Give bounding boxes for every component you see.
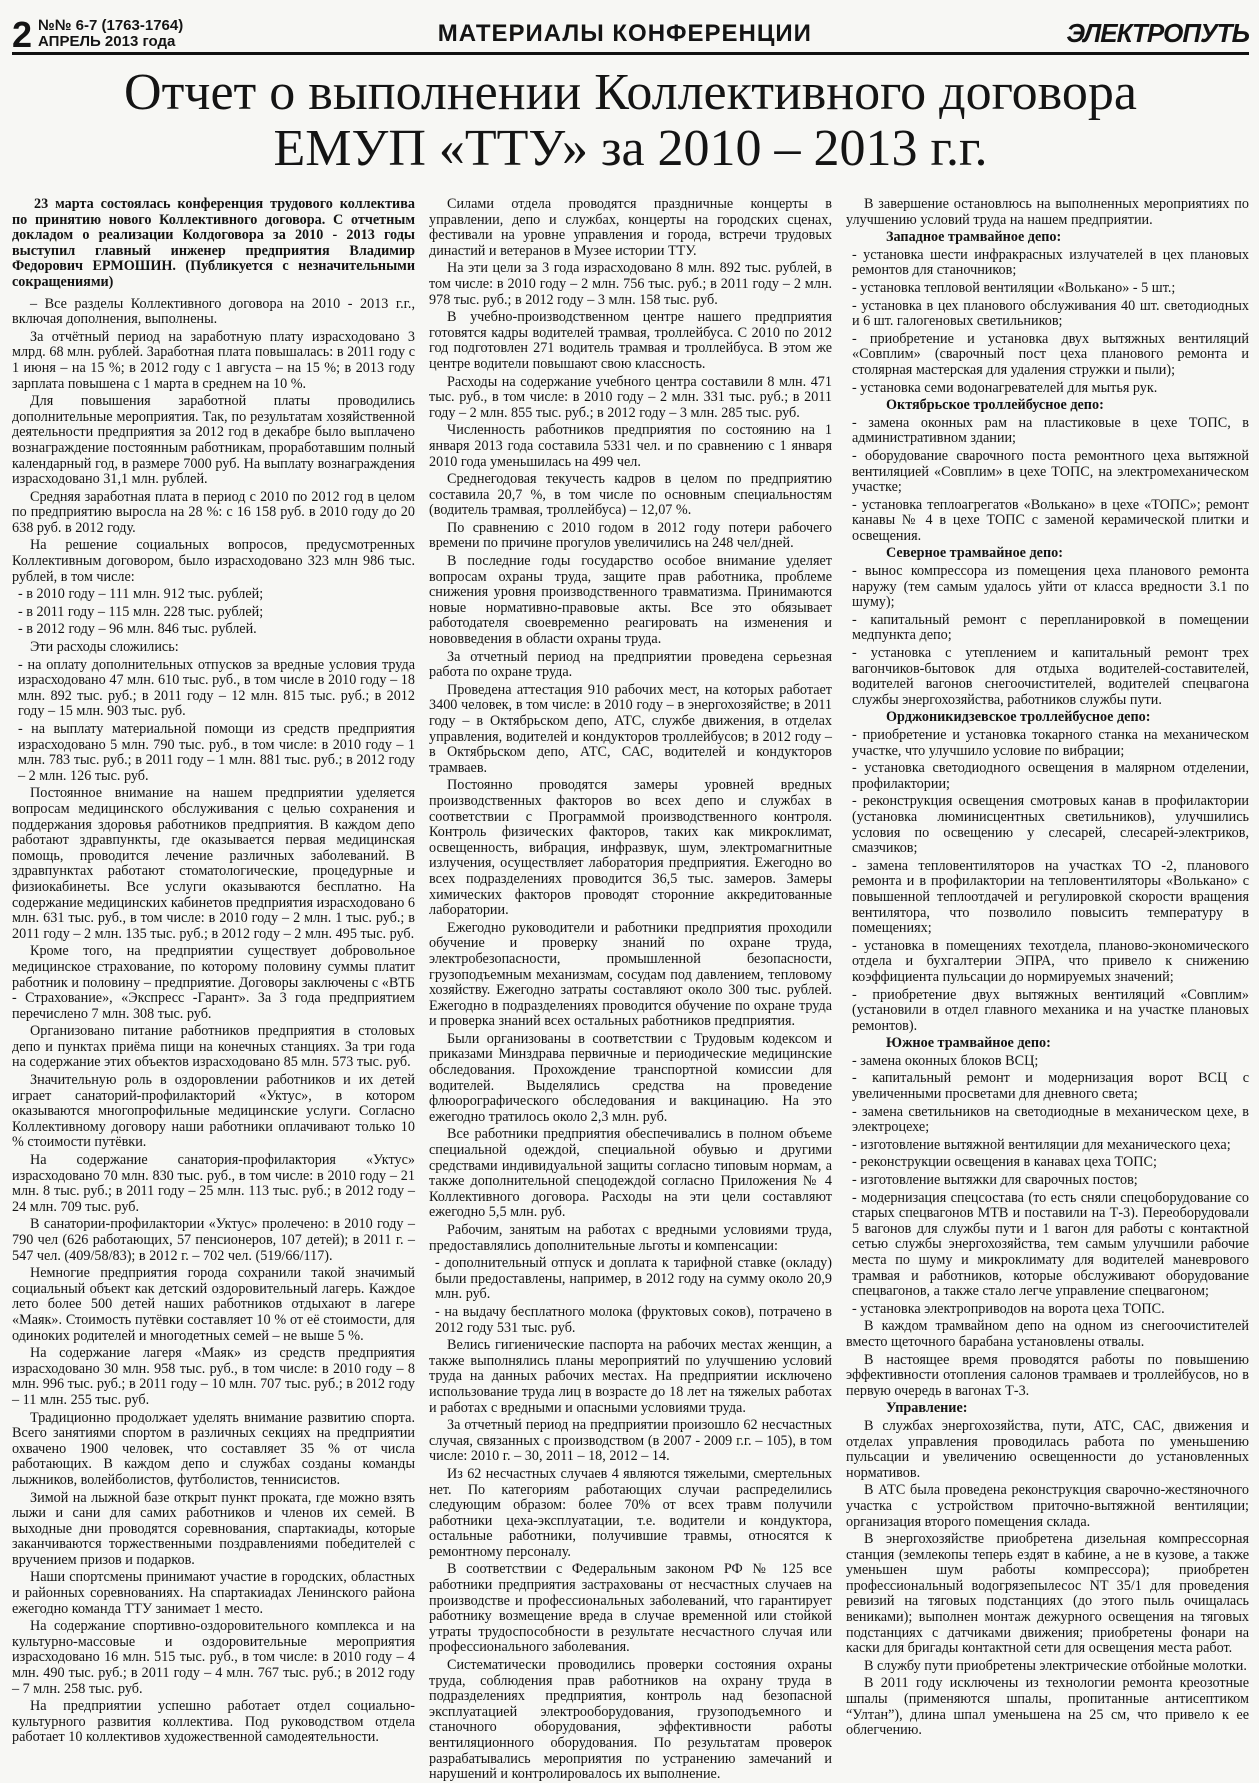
column-3: [846, 197, 1249, 1757]
paragraph: - приобретение двух вытяжных вентиляций «Совплим» (установили в отдел главного механика и на участке плановых ремонтов).: [852, 986, 1249, 1034]
paragraph: - на выдачу бесплатного молока (фруктовых соков), потрачено в 2012 году 531 тыс. руб.: [435, 1303, 832, 1336]
paragraph: - модернизация спецсостава (то есть сняли спецоборудование со старых спецвагонов МТВ и поставили на Т-3). Переоборудовали 5 вагонов для службы пути и 1 вагон для работы с контактной сетью службы энергохозяйства, тем самым улучшили рабочие места по шуму и микроклимату для водителей маневрового трамвая и работников, которые обслуживают оборудование спецвагонов, а также стало легче управление спецвагоном;: [852, 1189, 1249, 1300]
paragraph: - реконструкция освещения смотровых канав в профилактории (установка люминисцентных светильников), улучшились условия по освещению у слесарей, слесарей-электриков, смазчиков;: [852, 793, 1249, 857]
paragraph: Немногие предприятия города сохранили такой значимый социальный объект как детский оздоровительный лагерь. Каждое лето более 500 детей наших работников отдыхают в лагере «Маяк». Стоимость путёвки составляет 10 % от её стоимости, для одиноких родителей и многодетных семей – не выше 5 %.: [12, 1265, 415, 1344]
issue-date: АПРЕЛЬ 2013 года: [38, 33, 176, 50]
issue-info: [12, 14, 184, 55]
paragraph: - установка в помещениях техотдела, планово-экономического отдела и бухгалтерии ЭПРА, что привело к снижению коэффициента пульсации до нормируемых значений;: [852, 937, 1249, 985]
paragraph: По сравнению с 2010 годом в 2012 году потери рабочего времени по причине прогулов увеличились на 248 чел/дней.: [429, 519, 832, 552]
paragraph: - в 2010 году – 111 млн. 912 тыс. рублей;: [18, 586, 264, 603]
article-headline: [12, 65, 1249, 177]
paragraph: - реконструкции освещения в канавах цеха ТОПС;: [852, 1154, 1157, 1171]
article-columns: [12, 185, 1249, 1783]
paragraph: Постоянно проводятся замеры уровней вредных производственных факторов во всех депо и службах в соответствии с Программой производственного контроля. Контроль физических факторов, таких как микроклимат, освещенность, вибрация, инфразвук, шум, электромагнитные излучения, осуществляет лаборатория предприятия. Ежегодно во всех подразделениях проводится 36,5 тыс. замеров. Замеры химических факторов проводят сторонние аккредитованные лаборатории.: [429, 777, 832, 919]
paragraph: На содержание лагеря «Маяк» из средств предприятия израсходовано 30 млн. 958 тыс. руб., в том числе: в 2010 году – 8 млн. 996 тыс. руб.; в 2011 году – 10 млн. 707 тыс. руб.; в 2012 году – 11 млн. 255 тыс. руб.: [12, 1345, 415, 1408]
paragraph: В завершение остановлюсь на выполненных мероприятиях по улучшению условий труда на нашем предприятии.: [846, 196, 1249, 228]
paragraph: Численность работников предприятия по состоянию на 1 января 2013 года составила 5331 чел. и по сравнению с 1 января 2010 года уменьшилась на 499 чел.: [429, 422, 832, 470]
paragraph: - замена светильников на светодиодные в механическом цехе, в электроцехе;: [852, 1103, 1249, 1136]
column-1: [12, 197, 415, 1757]
paragraph: - замена тепловентиляторов на участках ТО -2, планового ремонта и в профилактории на тепловентиляторы «Волькано» с повышенной теплоотдачей и регулировкой скорости вращения вентилятора, что позволило повысить температуру в помещениях;: [852, 857, 1249, 937]
paragraph: На эти цели за 3 года израсходовано 8 млн. 892 тыс. рублей, в том числе: в 2010 году – 2 млн. 756 тыс. руб.; в 2011 году – 2 млн. 978 тыс. руб.; в 2012 году – 3 млн. 158 тыс. руб.: [429, 260, 832, 308]
paragraph: В энергохозяйстве приобретена дизельная компрессорная станция (землекопы теперь ездят в кабине, а не в кузове, а также уменьшен шум работы компрессора); приобретен профессиональный водогрязепылесос NT 35/1 для проведения ревизий на тяговых подстанциях (до этого пыль очищалась вениками); выполнен монтаж дежурного освещения на тяговых подстанциях с датчиками движения; приобретены фонари на каски для бригады контактной сети для освещения места работ.: [846, 1531, 1249, 1657]
paragraph: - оборудование сварочного поста ремонтного цеха вытяжной вентиляцией «Совплим» в цехе ТОПС, на электромеханическом участке;: [852, 447, 1249, 496]
paragraph: - установка семи водонагревателей для мытья рук.: [852, 379, 1158, 396]
paragraph: Ежегодно руководители и работники предприятия проходили обучение и проверку знаний по охране труда, электробезопасности, промышленной безопасности, грузоподъемным механизмам, сосудам под давлением, тепловому хозяйству. Ежегодно затраты составляют около 300 тыс. рублей. Ежегодно в подразделениях проводится обучение по охране труда и проверка знаний всех остальных работников предприятия.: [429, 919, 832, 1030]
paragraph: За отчетный период на предприятии произошло 62 несчастных случая, связанных с производством (в 2007 - 2009 г.г. – 105), в том числе: 2010 г. – 30, 2011 – 18, 2012 – 14.: [429, 1417, 832, 1465]
paragraph: 23 марта состоялась конференция трудового коллектива по принятию нового Коллективного договора. С отчетным докладом о реализации Колдоговора за 2010 - 2013 годы выступил главный инженер предприятия Владимир Федорович ЕРМОШИН. (Публикуется с незначительными сокращениями): [12, 196, 415, 290]
paragraph: В каждом трамвайном депо на одном из снегоочистителей вместо щеточного барабана установлены отвалы.: [846, 1318, 1249, 1350]
paragraph: Зимой на лыжной базе открыт пункт проката, где можно взять лыжи и сани для самих работников и членов их семей. В выходные дни проводятся соревнования, спартакиады, которые заканчиваются торжественными поздравлениями победителей с вручением призов и подарков.: [12, 1489, 415, 1568]
paragraph: - капитальный ремонт с перепланировкой в помещении медпункта депо;: [852, 611, 1249, 644]
paragraph: Все работники предприятия обеспечивались в полном объеме специальной одеждой, специальной обувью и другими средствами индивидуальной защиты согласно типовым нормам, а также дополнительной спецодеждой согласно Приложения № 4 Коллективного договора. Расходы на эти цели составляют ежегодно 5,5 млн. руб.: [429, 1126, 832, 1221]
paragraph: - установка электроприводов на ворота цеха ТОПС.: [852, 1300, 1165, 1317]
paragraph: За отчётный период на заработную плату израсходовано 3 млрд. 68 млн. рублей. Заработная плата повышалась: в 2011 году с 1 июня – на 15 %; в 2012 году с 1 августа – на 15 %; в 2013 году зарплата повышена с 1 марта в среднем на 10 %.: [12, 328, 415, 392]
paragraph: Были организованы в соответствии с Трудовым кодексом и приказами Минздрава первичные и периодические медицинские обследования. Прохождение транспортной комиссии для водителей. Выделялись средства на проведение флюорографического обследования и вакцинацию. На это ежегодно тратилось около 2,3 млн. руб.: [429, 1030, 832, 1125]
issue-number: №№ 6-7 (1763-1764): [38, 17, 184, 34]
paragraph: Северное трамвайное депо:: [886, 545, 1063, 562]
paragraph: - изготовление вытяжной вентиляции для механического цеха;: [852, 1136, 1231, 1153]
paragraph: - в 2012 году – 96 млн. 846 тыс. рублей.: [18, 621, 257, 638]
paragraph: - в 2011 году – 115 млн. 228 тыс. рублей;: [18, 603, 264, 620]
paragraph: В последние годы государство особое внимание уделяет вопросам охраны труда, защите прав работника, проблеме снижения уровня производственного травматизма. Принимаются новые нормативно-правовые акты. Все это обязывает работодателя своевременно реагировать на изменения и нововведения в области охраны труда.: [429, 553, 832, 648]
paragraph: Эти расходы сложились:: [30, 639, 179, 656]
paragraph: Для повышения заработной платы проводились дополнительные мероприятия. Так, по результатам хозяйственной деятельности предприятия за 2012 год в декабре было выплачено вознаграждение постоянным работникам, проработавшим полный календарный год, в размере 7000 руб. На выплату вознаграждения израсходовано 31,1 млн. рублей.: [12, 393, 415, 488]
paragraph: В санатории-профилактории «Уктус» пролечено: в 2010 году – 790 чел (626 работающих, 57 пенсионеров, 107 детей); в 2011 г. – 547 чел. (409/58/83); в 2012 г. – 702 чел. (519/66/117).: [12, 1216, 415, 1264]
paragraph: - приобретение и установка двух вытяжных вентиляций «Совплим» (сварочный пост цеха планового ремонта и столярная мастерская для удаления стружки и пыли);: [852, 330, 1249, 378]
paragraph: В настоящее время проводятся работы по повышению эффективности отопления салонов трамваев и троллейбусов, но в первую очередь в вагонах Т-3.: [846, 1351, 1249, 1399]
paragraph: - установка тепловой вентиляции «Волькано» - 5 шт.;: [852, 279, 1176, 296]
paragraph: Средняя заработная плата в период с 2010 по 2012 год в целом по предприятию выросла на 28 %: с 16 158 руб. в 2010 году до 20 638 руб. в 2012 году.: [12, 488, 415, 536]
paragraph: В службу пути приобретены электрические отбойные молотки.: [864, 1657, 1247, 1674]
paragraph: Наши спортсмены принимают участие в городских, областных и районных соревнованиях. На спартакиадах Ленинского района ежегодно команда ТТУ занимает 1 место.: [12, 1569, 415, 1617]
headline-line-2: ЕМУП «ТТУ» за 2010 – 2013 г.г.: [273, 120, 988, 177]
page-number: 2: [12, 14, 33, 55]
paragraph: Южное трамвайное депо:: [886, 1035, 1051, 1052]
paragraph: Октябрьское троллейбусное депо:: [886, 397, 1104, 414]
masthead: [12, 8, 1249, 55]
paragraph: - капитальный ремонт и модернизация ворот ВСЦ с увеличенными просветами для дневного света;: [852, 1070, 1249, 1103]
paragraph: Кроме того, на предприятии существует добровольное медицинское страхование, по которому половину суммы платит работник и половину – предприятие. Договоры заключены с «ВТБ - Страхование», «Экспресс -Гарант». За 3 года предприятием перечислено 7 млн. 308 тыс. руб.: [12, 943, 415, 1022]
paragraph: - замена оконных блоков ВСЦ;: [852, 1052, 1039, 1069]
paragraph: - замена оконных рам на пластиковые в цехе ТОПС, в административном здании;: [852, 414, 1249, 447]
paragraph: - установка теплоагрегатов «Волькано» в цехе «ТОПС»; ремонт канавы № 4 в цехе ТОПС с заменой керамической плитки и освещения.: [852, 496, 1249, 544]
paragraph: - на оплату дополнительных отпусков за вредные условия труда израсходовано 47 млн. 610 тыс. руб., в том числе в 2010 году – 18 млн. 892 тыс. руб.; в 2011 году – 12 млн. 815 тыс. руб.; в 2012 году – 15 млн. 903 тыс. руб.: [18, 656, 415, 720]
paragraph: В 2011 году исключены из технологии ремонта креозотные шпалы (применяются шпалы, пропитанные антисептиком “Ултан”), длина шпал уменьшена на 25 см, что привело к ее облегчению.: [846, 1675, 1249, 1739]
paragraph: В службах энергохозяйства, пути, АТС, САС, движения и отделах управления проводилась работа по уменьшению пульсации и увеличению освещенности до установленных нормативов.: [846, 1417, 1249, 1481]
paragraph: На предприятии успешно работает отдел социально-культурного развития коллектива. Под руководством отдела работает 10 коллективов художественной самодеятельности.: [12, 1698, 415, 1746]
paragraph: Проведена аттестация 910 рабочих мест, на которых работает 3400 человек, в том числе: в 2010 году – в энергохозяйстве; в 2011 году – в Октябрьском депо, АТС, службе движения, в отделах управления, водителей и кондукторов троллейбусов; в 2012 году – в Октябрьском депо, АТС, САС, водителей и кондукторов трамваев.: [429, 681, 832, 776]
paragraph: - дополнительный отпуск и доплата к тарифной ставке (окладу) были предоставлены, например, в 2012 году на сумму около 20,9 млн. руб.: [435, 1255, 832, 1303]
paragraph: В АТС была проведена реконструкция сварочно-жестяночного участка с устройством приточно-вытяжной вентиляции; организация второго помещения склада.: [846, 1482, 1249, 1530]
section-title: МАТЕРИАЛЫ КОНФЕРЕНЦИИ: [437, 20, 812, 47]
paragraph: - установка шести инфракрасных излучателей в цех плановых ремонтов для станочников;: [852, 246, 1249, 279]
paragraph: – Все разделы Коллективного договора на 2010 - 2013 г.г., включая дополнения, выполнены.: [12, 295, 415, 328]
column-2: [429, 196, 832, 1783]
paragraph: Управление:: [886, 1400, 968, 1417]
paragraph: - установка с утеплением и капитальный ремонт трех вагончиков-бытовок для отдыха водителей-составителей, водителей вагонов снегоочистителей, водителей спецвагона службы энергохозяйства, работников службы пути.: [852, 645, 1249, 708]
paragraph: - изготовление вытяжки для сварочных постов;: [852, 1172, 1138, 1189]
paragraph: Постоянное внимание на нашем предприятии уделяется вопросам медицинского обслуживания с целью сохранения и поддержания здоровья работников предприятия. В каждом депо работают здравпункты, где оказывается первая медицинская помощь, проводится лечение различных заболеваний. В здравпунктах работают стоматологические, процедурные и физиокабинеты. Все услуги оказываются бесплатно. На содержание медицинских кабинетов предприятия израсходовано 6 млн. 631 тыс. руб., в том числе: в 2010 году – 2 млн. 1 тыс. руб.; в 2011 году – 2 млн. 135 тыс. руб.; в 2012 году – 2 млн. 495 тыс. руб.: [12, 785, 415, 942]
paragraph: Силами отдела проводятся праздничные концерты в управлении, депо и службах, концерты на городских сценах, фестивали на уровне управления и города, встречи трудовых династий и ветеранов в Музее истории ТТУ.: [429, 196, 832, 259]
paragraph: Среднегодовая текучесть кадров в целом по предприятию составила 20,7 %, в том числе по основным специальностям (водитель трамвая, троллейбуса) – 12,07 %.: [429, 471, 832, 519]
paragraph: - вынос компрессора из помещения цеха планового ремонта наружу (тем самым удалось уйти от класса вредности 3.1 по шуму);: [852, 563, 1249, 611]
paragraph: На содержание спортивно-оздоровительного комплекса и на культурно-массовые и оздоровительные мероприятия израсходовано 16 млн. 515 тыс. руб., в том числе: в 2010 году – 4 млн. 490 тыс. руб.; в 2011 году – 4 млн. 767 тыс. руб.; в 2012 году – 7 млн. 258 тыс. руб.: [12, 1618, 415, 1697]
paragraph: - установка светодиодного освещения в малярном отделении, профилактории;: [852, 760, 1249, 792]
paragraph: - приобретение и установка токарного станка на механическом участке, что улучшило условие по вибрации;: [852, 727, 1249, 759]
paragraph: В соответствии с Федеральным законом РФ № 125 все работники предприятия застрахованы от несчастных случаев на производстве и профессиональных заболеваний, что гарантирует работнику возмещение вреда в случае временной или стойкой утраты трудоспособности в результате несчастного случая или профессионального заболевания.: [429, 1561, 832, 1656]
paragraph: Западное трамвайное депо:: [886, 229, 1062, 246]
paragraph: - установка в цех планового обслуживания 40 шт. светодиодных и 6 шт. галогеновых светильников;: [852, 297, 1249, 330]
paragraph: Велись гигиенические паспорта на рабочих местах женщин, а также выполнялись планы мероприятий по улучшению условий труда на данных рабочих местах. На предприятии исключено использование труда лиц в возрасте до 18 лет на тяжелых работах и работах с вредными и опасными условиями труда.: [429, 1337, 832, 1416]
paragraph: - на выплату материальной помощи из средств предприятия израсходовано 5 млн. 790 тыс. руб., в том числе: в 2010 году – 1 млн. 783 тыс. руб.; в 2011 году – 1 млн. 881 тыс. руб.; в 2012 году – 2 млн. 126 тыс. руб.: [18, 721, 415, 784]
paragraph: Организовано питание работников предприятия в столовых депо и пунктах приёма пищи на конечных станциях. За три года на содержание этих объектов израсходовано 85 млн. 573 тыс. руб.: [12, 1023, 415, 1071]
paragraph: Расходы на содержание учебного центра составили 8 млн. 471 тыс. руб., в том числе: в 2010 году – 2 млн. 331 тыс. руб.; в 2011 году – 2 млн. 855 тыс. руб.; в 2012 году – 3 млн. 285 тыс. руб.: [429, 373, 832, 421]
paragraph: Традиционно продолжает уделять внимание развитию спорта. Всего занятиями спортом в различных секциях на предприятии охвачено 1900 человек, что составляет 35 % от числа работающих. В каждом депо и службах созданы команды лыжников, волейболистов, футболистов, теннисистов.: [12, 1409, 415, 1488]
paragraph: Рабочим, занятым на работах с вредными условиями труда, предоставлялись дополнительные льготы и компенсации:: [429, 1222, 832, 1254]
paragraph: На решение социальных вопросов, предусмотренных Коллективным договором, было израсходовано 323 млн 986 тыс. рублей, в том числе:: [12, 537, 415, 585]
paragraph: Из 62 несчастных случаев 4 являются тяжелыми, смертельных нет. По категориям работающих случаи распределились следующим образом: более 70% от всех травм получили работники цеха-эксплуатации, т.е. водители и кондуктора, остальные работники, получившие травмы, относятся к ремонтному персоналу.: [429, 1465, 832, 1560]
paragraph: Орджоникидзевское троллейбусное депо:: [886, 709, 1151, 726]
paragraph: В учебно-производственном центре нашего предприятия готовятся кадры водителей трамвая, троллейбуса. С 2010 по 2012 год подготовлен 271 водитель трамвая и троллейбуса. В этом же центре водители повышают свою классность.: [429, 309, 832, 372]
paragraph: Систематически проводились проверки состояния охраны труда, соблюдения прав работников на охрану труда в подразделениях предприятия, контроль над безопасной эксплуатацией электрооборудования, грузоподъемного и станочного оборудования, эффективности работы вентиляционного оборудования. По результатам проверок разрабатывались мероприятия по устранению замечаний и нарушений и контролировалось их выполнение.: [429, 1657, 832, 1783]
paragraph: На содержание санатория-профилактория «Уктус» израсходовано 70 млн. 830 тыс. руб., в том числе: в 2010 году – 21 млн. 8 тыс. руб.; в 2011 году – 25 млн. 113 тыс. руб.; в 2012 году – 24 млн. 709 тыс. руб.: [12, 1152, 415, 1215]
paragraph: За отчетный период на предприятии проведена серьезная работа по охране труда.: [429, 648, 832, 681]
paragraph: Значительную роль в оздоровлении работников и их детей играет санаторий-профилакторий «Уктус», в котором оказываются многопрофильные медицинские услуги. Согласно Коллективному договору наши работники оплачивают только 10 % стоимости путёвки.: [12, 1072, 415, 1151]
newspaper-name: ЭЛЕКТРОПУТЬ: [1066, 18, 1249, 48]
headline-line-1: Отчет о выполнении Коллективного договора: [124, 64, 1137, 121]
